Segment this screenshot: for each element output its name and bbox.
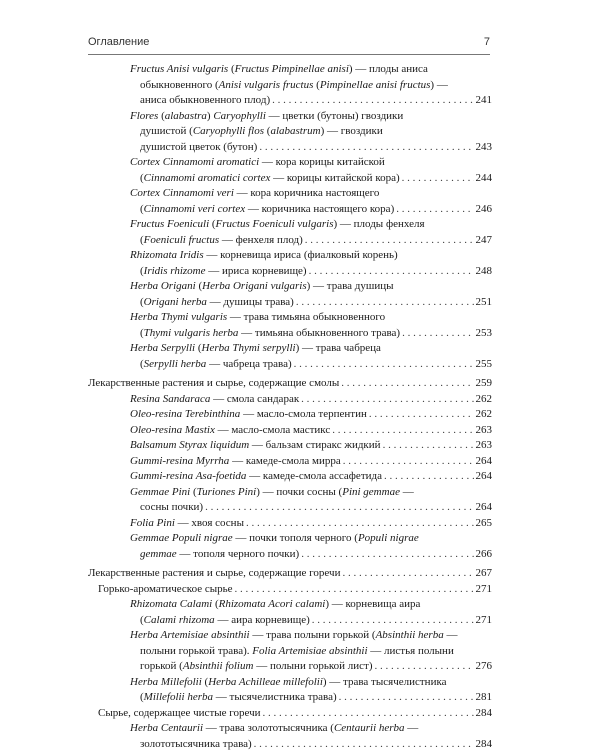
dot-leader bbox=[259, 140, 473, 156]
toc-page-number: 251 bbox=[476, 295, 493, 311]
toc-entry bbox=[88, 485, 492, 516]
toc-page-number: 263 bbox=[476, 438, 493, 454]
toc-page-number: 266 bbox=[476, 547, 493, 563]
toc-entry bbox=[88, 109, 492, 156]
toc-section-entry bbox=[88, 566, 492, 582]
toc-entry-line bbox=[130, 454, 492, 470]
header-rule bbox=[88, 54, 490, 55]
toc-entry-text bbox=[130, 423, 330, 439]
text-run: — корневища ириса (фиалковый корень) bbox=[204, 249, 398, 261]
dot-leader bbox=[332, 423, 473, 439]
text-run: ) — плоды аниса bbox=[349, 63, 428, 75]
text-run: — bbox=[444, 629, 458, 641]
toc-entry bbox=[88, 341, 492, 372]
latin-term: Herba Origani vulgaris bbox=[202, 280, 307, 292]
toc-entry-text bbox=[130, 469, 382, 485]
toc-entry-line bbox=[130, 407, 492, 423]
toc-entry-line bbox=[130, 140, 492, 156]
text-run: ( bbox=[158, 110, 164, 122]
dot-leader bbox=[301, 392, 473, 408]
dot-leader bbox=[312, 613, 474, 629]
toc-entry bbox=[88, 186, 492, 217]
toc-entry-line bbox=[130, 469, 492, 485]
latin-term: Populi nigrae bbox=[358, 532, 419, 544]
toc-entry-line bbox=[130, 109, 492, 125]
toc-entry-text bbox=[130, 62, 428, 78]
toc-entry-text bbox=[140, 500, 203, 516]
text-run: — трава тимьяна обыкновенного bbox=[227, 311, 385, 323]
toc-entry-text bbox=[140, 93, 270, 109]
latin-term: Herba Thymi serpylli bbox=[202, 342, 296, 354]
toc-entry-text bbox=[140, 659, 373, 675]
latin-term: Foeniculi fructus bbox=[144, 234, 219, 246]
text-run: ( bbox=[140, 358, 144, 370]
latin-term: Herba Artemisiae absinthii bbox=[130, 629, 250, 641]
toc-page-number: 248 bbox=[476, 264, 493, 280]
text-run: — корицы китайской кора) bbox=[270, 172, 399, 184]
toc-entry bbox=[88, 531, 492, 562]
toc-page-number: 264 bbox=[476, 469, 493, 485]
text-run: — камеде-смола мирра bbox=[229, 455, 340, 467]
toc-entry-line bbox=[130, 438, 492, 454]
toc-entry-line bbox=[130, 295, 492, 311]
latin-term: Herba Origani bbox=[130, 280, 196, 292]
toc-entry-text bbox=[98, 706, 261, 722]
toc-entry-text bbox=[130, 485, 414, 501]
toc-entry-line bbox=[130, 233, 492, 249]
latin-term: Resina Sandaraca bbox=[130, 393, 210, 405]
toc-entry bbox=[88, 721, 492, 752]
text-run: ( bbox=[228, 63, 234, 75]
latin-term: Serpylli herba bbox=[144, 358, 207, 370]
toc-entry-text bbox=[140, 140, 257, 156]
toc-entry-text bbox=[130, 155, 385, 171]
running-header-title: Оглавление bbox=[88, 36, 149, 48]
toc-page-number: 271 bbox=[476, 613, 493, 629]
toc-entry-text bbox=[130, 392, 299, 408]
toc-entry-line bbox=[88, 566, 492, 582]
toc-page-number: 264 bbox=[476, 500, 493, 516]
toc-page-number: 267 bbox=[476, 566, 493, 582]
toc-entry-text bbox=[130, 628, 457, 644]
dot-leader bbox=[263, 706, 474, 722]
dot-leader bbox=[309, 264, 474, 280]
toc-entry bbox=[88, 407, 492, 423]
toc-entry-line bbox=[130, 500, 492, 516]
latin-term: Rhizomata Calami bbox=[130, 598, 212, 610]
text-run: ( bbox=[140, 234, 144, 246]
dot-leader bbox=[294, 357, 474, 373]
dot-leader bbox=[235, 582, 474, 598]
toc-entry-text bbox=[88, 376, 339, 392]
toc-entry bbox=[88, 392, 492, 408]
toc-entry-line bbox=[130, 675, 492, 691]
latin-term: Turiones Pini bbox=[197, 486, 257, 498]
text-run: — трава золототысячника ( bbox=[203, 722, 334, 734]
toc-entry-text bbox=[140, 171, 400, 187]
text-run: ) — трава тысячелистника bbox=[323, 676, 447, 688]
text-run: Сырье, содержащее чистые горечи bbox=[98, 707, 261, 719]
toc-entry bbox=[88, 248, 492, 279]
toc-entry-line bbox=[130, 186, 492, 202]
toc-page-number: 262 bbox=[476, 407, 493, 423]
latin-term: Gemmae Populi nigrae bbox=[130, 532, 233, 544]
toc-entry-text bbox=[130, 186, 379, 202]
latin-term: Herba Serpylli bbox=[130, 342, 195, 354]
text-run: ( bbox=[209, 218, 215, 230]
toc-entry-line bbox=[130, 341, 492, 357]
toc-entry-line bbox=[130, 531, 492, 547]
text-run: горькой ( bbox=[140, 660, 183, 672]
toc-entry bbox=[88, 423, 492, 439]
latin-term: Pini gemmae bbox=[342, 486, 400, 498]
latin-term: Rhizomata Iridis bbox=[130, 249, 204, 261]
latin-term: Folia Artemisiae absinthii bbox=[252, 645, 367, 657]
text-run: ( bbox=[140, 691, 144, 703]
toc-entry bbox=[88, 516, 492, 532]
toc-entry-line bbox=[130, 690, 492, 706]
toc-entry-line bbox=[130, 62, 492, 78]
latin-term: Pimpinellae anisi fructus bbox=[320, 79, 431, 91]
toc-entry-line bbox=[130, 248, 492, 264]
toc-entry-text bbox=[130, 109, 403, 125]
toc-entry-line bbox=[130, 357, 492, 373]
text-run: ( bbox=[140, 265, 144, 277]
toc-entry-text bbox=[130, 597, 420, 613]
toc-entry-line bbox=[130, 155, 492, 171]
text-run: ( bbox=[195, 342, 201, 354]
toc-entry-text bbox=[140, 124, 383, 140]
latin-term: Fructus Foeniculi vulgaris bbox=[216, 218, 334, 230]
toc-entry bbox=[88, 597, 492, 628]
dot-leader bbox=[339, 690, 474, 706]
latin-term: Absinthii herba bbox=[376, 629, 444, 641]
toc-entry-line bbox=[130, 597, 492, 613]
toc-entry-text bbox=[130, 341, 381, 357]
toc-entry bbox=[88, 628, 492, 675]
text-run: ( bbox=[190, 486, 196, 498]
text-run: — тополя черного почки) bbox=[177, 548, 300, 560]
text-run: ( bbox=[140, 172, 144, 184]
toc-entry-text bbox=[140, 357, 292, 373]
text-run: — бальзам стиракс жидкий bbox=[249, 439, 380, 451]
toc-entry-line bbox=[98, 582, 492, 598]
text-run: ( bbox=[196, 280, 202, 292]
dot-leader bbox=[305, 233, 474, 249]
toc-entry-text bbox=[140, 644, 454, 660]
text-run: — масло-смола терпентин bbox=[240, 408, 367, 420]
text-run: — листья полыни bbox=[368, 645, 454, 657]
toc-page-number: 259 bbox=[476, 376, 493, 392]
latin-term: Gummi-resina Myrrha bbox=[130, 455, 229, 467]
dot-leader bbox=[272, 93, 473, 109]
toc-entry-text bbox=[130, 675, 447, 691]
dot-leader bbox=[246, 516, 474, 532]
dot-leader bbox=[301, 547, 473, 563]
text-run: ) — трава душицы bbox=[307, 280, 394, 292]
text-run: ) — корневища аира bbox=[325, 598, 420, 610]
latin-term: Herba Thymi vulgaris bbox=[130, 311, 227, 323]
toc-page-number: 246 bbox=[476, 202, 493, 218]
toc-entry-line bbox=[130, 124, 492, 140]
text-run: ) bbox=[207, 110, 213, 122]
toc-entry-line bbox=[130, 628, 492, 644]
text-run: ( bbox=[202, 676, 208, 688]
text-run: — кора корицы китайской bbox=[259, 156, 385, 168]
latin-term: Caryophylli bbox=[213, 110, 266, 122]
latin-term: Cinnamomi veri cortex bbox=[144, 203, 245, 215]
toc-page-number: 281 bbox=[476, 690, 493, 706]
toc-entry-text bbox=[130, 516, 244, 532]
toc-entry-line bbox=[130, 485, 492, 501]
toc-entry-text bbox=[88, 566, 340, 582]
text-run: — масло-смола мастикс bbox=[215, 424, 330, 436]
toc-entry-line bbox=[130, 78, 492, 94]
latin-term: Absinthii folium bbox=[183, 660, 254, 672]
toc-entry-line bbox=[130, 644, 492, 660]
latin-term: Flores bbox=[130, 110, 158, 122]
toc-entry-text bbox=[98, 582, 233, 598]
text-run: — трава полыни горькой ( bbox=[250, 629, 376, 641]
toc-entry bbox=[88, 454, 492, 470]
toc-entry-line bbox=[130, 217, 492, 233]
toc-entry-line bbox=[130, 326, 492, 342]
toc-entry-line bbox=[130, 547, 492, 563]
toc-entry-line bbox=[130, 202, 492, 218]
toc-subsection-entry bbox=[88, 582, 492, 598]
toc-page-number: 243 bbox=[476, 140, 493, 156]
toc-entry bbox=[88, 438, 492, 454]
text-run: — ириса корневище) bbox=[206, 265, 307, 277]
latin-term: Cortex Cinnamomi veri bbox=[130, 187, 234, 199]
latin-term: Calami rhizoma bbox=[144, 614, 215, 626]
latin-term: Cortex Cinnamomi aromatici bbox=[130, 156, 259, 168]
toc-entry bbox=[88, 62, 492, 109]
text-run: душистой ( bbox=[140, 125, 193, 137]
toc-page-number: 247 bbox=[476, 233, 493, 249]
toc-entry-line bbox=[130, 171, 492, 187]
text-run: — хвоя сосны bbox=[175, 517, 244, 529]
toc-section-entry bbox=[88, 376, 492, 392]
toc-entry-line bbox=[130, 93, 492, 109]
latin-term: Iridis rhizome bbox=[144, 265, 206, 277]
toc-entry-text bbox=[130, 279, 394, 295]
table-of-contents bbox=[88, 62, 492, 752]
text-run: — почки тополя черного ( bbox=[233, 532, 358, 544]
latin-term: Gummi-resina Asa-foetida bbox=[130, 470, 246, 482]
page-number: 7 bbox=[484, 36, 490, 48]
text-run: — цветки (бутоны) гвоздики bbox=[266, 110, 403, 122]
text-run: сосны почки) bbox=[140, 501, 203, 513]
toc-page-number: 262 bbox=[476, 392, 493, 408]
latin-term: Cinnamomi aromatici cortex bbox=[144, 172, 271, 184]
toc-page-number: 253 bbox=[476, 326, 493, 342]
dot-leader bbox=[343, 454, 474, 470]
toc-entry-text bbox=[140, 613, 310, 629]
toc-entry bbox=[88, 675, 492, 706]
dot-leader bbox=[341, 376, 473, 392]
toc-page-number: 271 bbox=[476, 582, 493, 598]
toc-entry-text bbox=[140, 295, 294, 311]
text-run: ) — трава чабреца bbox=[296, 342, 381, 354]
text-run: ( bbox=[140, 203, 144, 215]
dot-leader bbox=[375, 659, 474, 675]
text-run: ) — плоды фенхеля bbox=[333, 218, 424, 230]
toc-entry-line bbox=[98, 706, 492, 722]
latin-term: Thymi vulgaris herba bbox=[144, 327, 239, 339]
latin-term: alabastra bbox=[165, 110, 207, 122]
text-run: — bbox=[405, 722, 419, 734]
text-run: ) — почки сосны ( bbox=[256, 486, 342, 498]
toc-entry bbox=[88, 469, 492, 485]
text-run: полыни горькой трава). bbox=[140, 645, 252, 657]
text-run: ( bbox=[313, 79, 319, 91]
dot-leader bbox=[402, 326, 473, 342]
toc-page-number: 265 bbox=[476, 516, 493, 532]
toc-entry bbox=[88, 279, 492, 310]
text-run: Лекарственные растения и сырье, содержащие горечи bbox=[88, 567, 340, 579]
toc-page-number: 263 bbox=[476, 423, 493, 439]
toc-entry-text bbox=[140, 233, 303, 249]
latin-term: Fructus Anisi vulgaris bbox=[130, 63, 228, 75]
toc-entry bbox=[88, 155, 492, 186]
toc-entry-text bbox=[140, 264, 307, 280]
latin-term: Oleo-resina Terebinthina bbox=[130, 408, 240, 420]
text-run: — коричника настоящего кора) bbox=[245, 203, 394, 215]
latin-term: Folia Pini bbox=[130, 517, 175, 529]
text-run: — душицы трава) bbox=[207, 296, 294, 308]
toc-entry-line bbox=[130, 721, 492, 737]
toc-page-number: 255 bbox=[476, 357, 493, 373]
latin-term: Herba Centaurii bbox=[130, 722, 203, 734]
text-run: ( bbox=[264, 125, 270, 137]
dot-leader bbox=[205, 500, 473, 516]
latin-term: Millefolii herba bbox=[144, 691, 213, 703]
toc-entry-text bbox=[130, 721, 418, 737]
text-run: ) — гвоздики bbox=[321, 125, 383, 137]
text-run: — смола сандарак bbox=[210, 393, 299, 405]
latin-term: gemmae bbox=[140, 548, 177, 560]
toc-entry-text bbox=[140, 326, 400, 342]
text-run: — тимьяна обыкновенного трава) bbox=[238, 327, 400, 339]
text-run: — полыни горькой лист) bbox=[253, 660, 372, 672]
text-run: — камеде-смола ассафетида bbox=[246, 470, 382, 482]
latin-term: Origani herba bbox=[144, 296, 207, 308]
toc-entry-line bbox=[130, 310, 492, 326]
latin-term: Fructus Foeniculi bbox=[130, 218, 209, 230]
toc-entry-text bbox=[130, 407, 367, 423]
toc-entry-text bbox=[130, 438, 381, 454]
toc-entry-line bbox=[130, 264, 492, 280]
text-run: обыкновенного ( bbox=[140, 79, 219, 91]
latin-term: Gemmae Pini bbox=[130, 486, 190, 498]
toc-page-number: 244 bbox=[476, 171, 493, 187]
text-run: — аира корневище) bbox=[215, 614, 310, 626]
toc-entry-text bbox=[140, 547, 299, 563]
text-run: ( bbox=[140, 614, 144, 626]
text-run: Горько-ароматическое сырье bbox=[98, 583, 233, 595]
toc-entry-text bbox=[130, 310, 385, 326]
toc-entry-text bbox=[130, 531, 419, 547]
running-header bbox=[88, 36, 490, 52]
dot-leader bbox=[396, 202, 473, 218]
text-run: Лекарственные растения и сырье, содержащие смолы bbox=[88, 377, 339, 389]
latin-term: Balsamum Styrax liquidum bbox=[130, 439, 249, 451]
toc-entry-text bbox=[140, 78, 448, 94]
latin-term: Fructus Pimpinellae anisi bbox=[235, 63, 349, 75]
toc-entry bbox=[88, 310, 492, 341]
latin-term: Herba Millefolii bbox=[130, 676, 202, 688]
text-run: — bbox=[400, 486, 414, 498]
dot-leader bbox=[383, 438, 474, 454]
toc-entry-line bbox=[130, 279, 492, 295]
toc-subsection-entry bbox=[88, 706, 492, 722]
dot-leader bbox=[402, 171, 474, 187]
toc-page-number: 241 bbox=[476, 93, 493, 109]
dot-leader bbox=[296, 295, 474, 311]
text-run: аниса обыкновенного плод) bbox=[140, 94, 270, 106]
text-run: — фенхеля плод) bbox=[219, 234, 303, 246]
dot-leader bbox=[369, 407, 474, 423]
text-run: душистой цветок (бутон) bbox=[140, 141, 257, 153]
toc-page-number: 284 bbox=[476, 706, 493, 722]
latin-term: alabastrum bbox=[270, 125, 320, 137]
toc-entry-line bbox=[130, 613, 492, 629]
toc-page-number: 284 bbox=[476, 737, 493, 752]
latin-term: Centaurii herba bbox=[334, 722, 405, 734]
text-run: ( bbox=[140, 296, 144, 308]
toc-page-number: 264 bbox=[476, 454, 493, 470]
text-run: — чабреца трава) bbox=[206, 358, 291, 370]
text-run: ) — bbox=[430, 79, 447, 91]
toc-entry-line bbox=[130, 516, 492, 532]
dot-leader bbox=[342, 566, 473, 582]
text-run: ( bbox=[212, 598, 218, 610]
latin-term: Anisi vulgaris fructus bbox=[219, 79, 314, 91]
toc-entry-text bbox=[130, 248, 398, 264]
toc-entry-text bbox=[130, 217, 425, 233]
toc-entry-line bbox=[130, 659, 492, 675]
latin-term: Rhizomata Acori calami bbox=[219, 598, 326, 610]
dot-leader bbox=[384, 469, 474, 485]
text-run: золототысячника трава) bbox=[140, 738, 252, 750]
toc-page-number: 276 bbox=[476, 659, 493, 675]
toc-entry-text bbox=[130, 454, 341, 470]
latin-term: Herba Achilleae millefolii bbox=[208, 676, 323, 688]
latin-term: Caryophylli flos bbox=[193, 125, 264, 137]
toc-entry bbox=[88, 217, 492, 248]
toc-entry-line bbox=[88, 376, 492, 392]
toc-entry-line bbox=[130, 423, 492, 439]
latin-term: Oleo-resina Mastix bbox=[130, 424, 215, 436]
toc-entry-line bbox=[130, 392, 492, 408]
toc-entry-text bbox=[140, 202, 394, 218]
text-run: ( bbox=[140, 327, 144, 339]
text-run: — тысячелистника трава) bbox=[213, 691, 337, 703]
toc-entry-text bbox=[140, 690, 337, 706]
text-run: — кора коричника настоящего bbox=[234, 187, 379, 199]
